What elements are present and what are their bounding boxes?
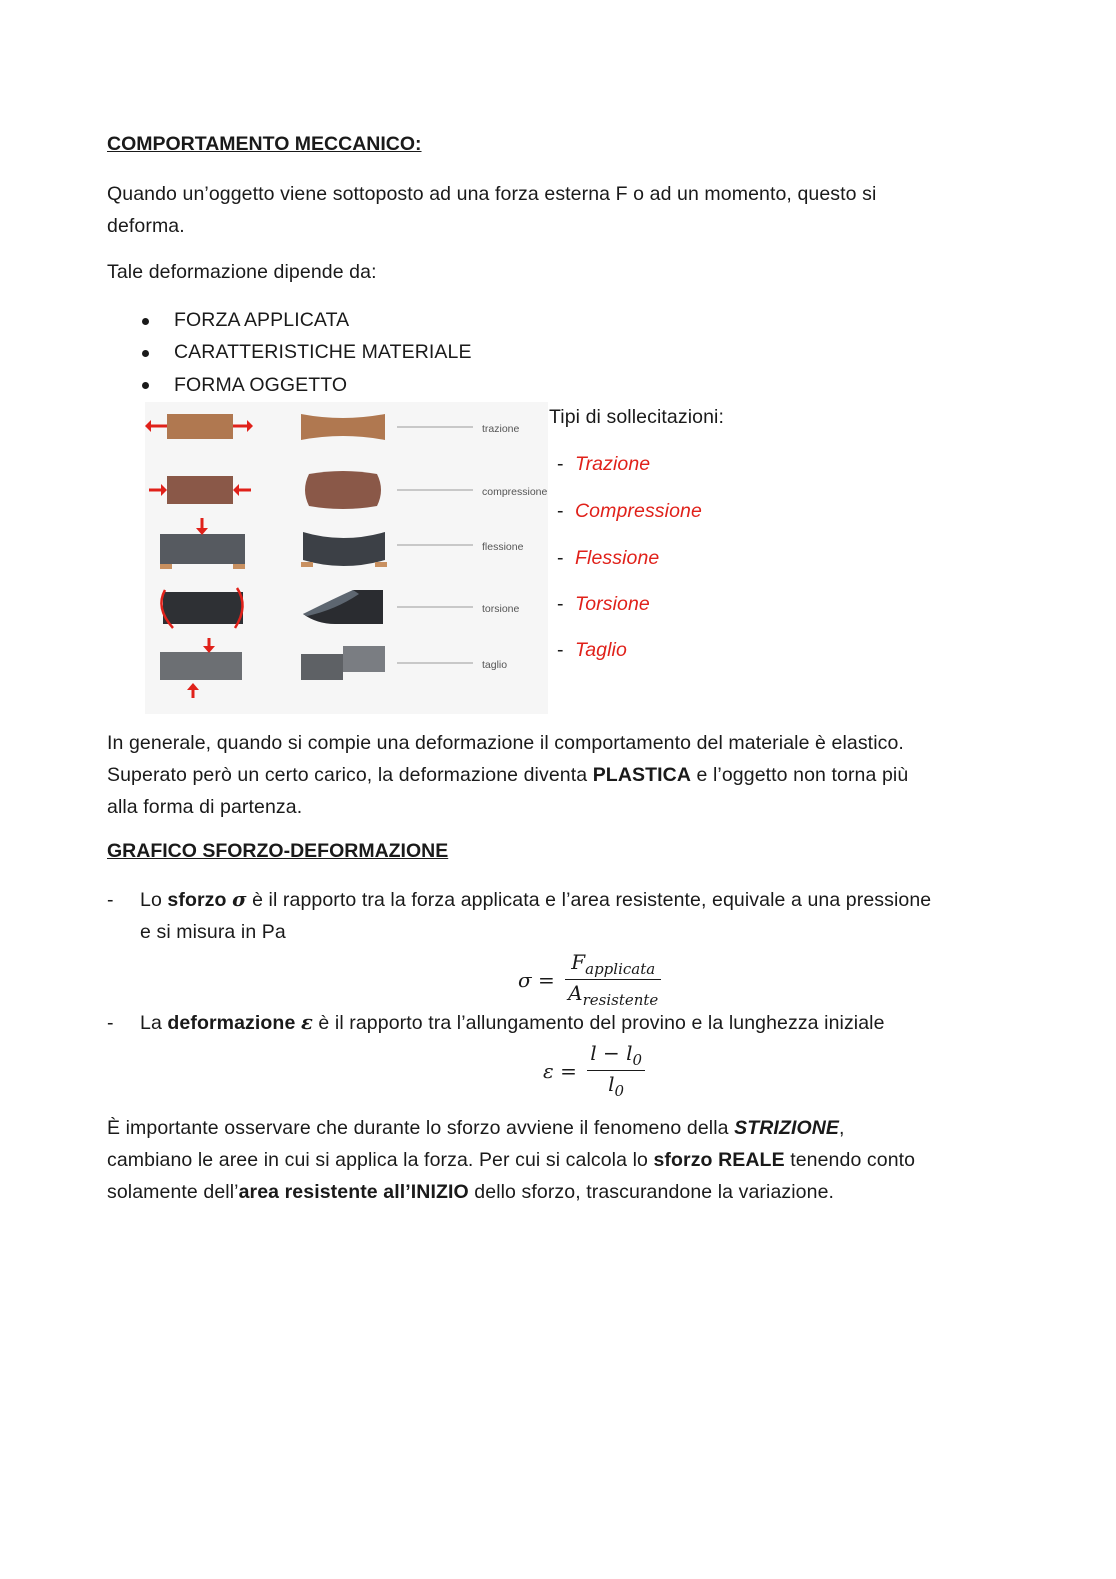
intro-line-2: deforma. [107, 215, 185, 237]
intro-paragraph [107, 178, 1007, 242]
stress-type-dash: - [557, 639, 564, 661]
list-dash: - [107, 1012, 114, 1034]
initial-area-keyword: area resistente all’INIZIO [238, 1181, 469, 1203]
real-stress-keyword: sforzo REALE [653, 1149, 785, 1171]
necking-paragraph [107, 1112, 1027, 1208]
strain-definition: La deformazione ε è il rapporto tra l’allungamento del provino e la lunghezza iniziale [140, 1011, 885, 1034]
plastic-keyword: PLASTICA [592, 764, 692, 786]
paragraph-line: È importante osservare che durante lo sforzo avviene il fenomeno della STRIZIONE, [107, 1117, 845, 1139]
stress-type-item: Torsione [575, 593, 650, 615]
figure-label-compression: compressione [482, 486, 548, 498]
stress-type-item: Compressione [575, 500, 702, 522]
section-heading-mechanical-behavior: COMPORTAMENTO MECCANICO: [107, 133, 422, 155]
list-dash: - [107, 889, 114, 911]
paragraph-line: alla forma di partenza. [107, 796, 303, 818]
section-heading-stress-strain: GRAFICO SFORZO-DEFORMAZIONE [107, 840, 449, 862]
strain-formula: ε = $\frac{l - l_0}{l_0}$ [543, 1041, 645, 1100]
figure-label-shear: taglio [482, 659, 508, 671]
paragraph-line: In generale, quando si compie una deformazione il comportamento del materiale è elastico. [107, 732, 904, 754]
stress-definition: Lo sforzo σ è il rapporto tra la forza applicata e l’area resistente, equivale a una pressione e si misura in Pa [140, 884, 1020, 948]
paragraph-line: cambiano le aree in cui si applica la forza. Per cui si calcola lo sforzo REALE tenendo conto [107, 1149, 916, 1171]
stress-type-item: Trazione [575, 453, 651, 475]
paragraph-line: Superato però un certo carico, la deformazione diventa PLASTICA e l’oggetto non torna più [107, 764, 909, 786]
strain-keyword: deformazione [167, 1012, 296, 1034]
bullet-dot [142, 382, 149, 389]
stress-type-dash: - [557, 547, 564, 569]
elastic-plastic-paragraph [107, 727, 1027, 823]
stress-types-title: Tipi di sollecitazioni: [549, 406, 724, 428]
stress-keyword: sforzo [167, 889, 227, 911]
stress-unit-line: e si misura in Pa [140, 921, 286, 943]
compression-after [305, 471, 381, 509]
stress-type-item: Taglio [575, 639, 627, 661]
stress-formula: σ = $\frac{F_{applicata}}{A_{resistente}}$ [518, 950, 661, 1009]
bullet-item: FORMA OGGETTO [174, 374, 348, 396]
necking-keyword: STRIZIONE [734, 1117, 840, 1139]
stress-type-dash: - [557, 453, 564, 475]
figure-label-traction: trazione [482, 423, 520, 435]
stress-type-dash: - [557, 593, 564, 615]
paragraph-line: solamente dell’area resistente all’INIZIO dello sforzo, trascurandone la variazione. [107, 1181, 835, 1203]
bullet-item: CARATTERISTICHE MATERIALE [174, 341, 472, 363]
torsion-before [161, 588, 243, 628]
stress-type-item: Flessione [575, 547, 660, 569]
stress-types-figure [145, 402, 548, 714]
bullet-dot [142, 350, 149, 357]
bullet-dot [142, 318, 149, 325]
figure-label-bending: flessione [482, 541, 524, 553]
sigma-symbol: σ [232, 888, 247, 911]
dependency-paragraph: Tale deformazione dipende da: [107, 261, 377, 283]
epsilon-symbol: ε [300, 1011, 313, 1034]
stress-type-dash: - [557, 500, 564, 522]
figure-label-torsion: torsione [482, 603, 520, 615]
bullet-item: FORZA APPLICATA [174, 309, 350, 331]
intro-line-1: Quando un’oggetto viene sottoposto ad una forza esterna F o ad un momento, questo si [107, 183, 877, 205]
